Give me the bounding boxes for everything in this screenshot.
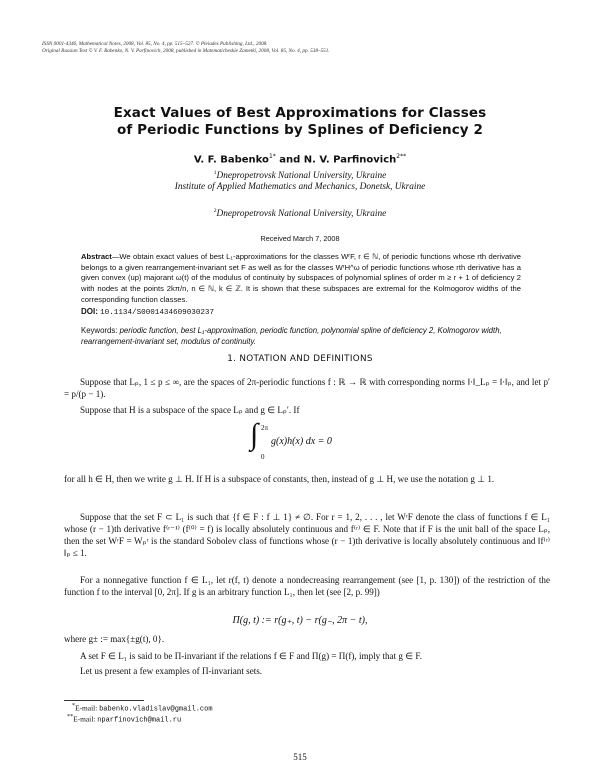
paragraph-6: where g± := max{±g(t), 0}. [64, 634, 165, 644]
author-1: V. F. Babenko [193, 154, 269, 166]
keywords [81, 325, 521, 347]
paper-title-line-1: Exact Values of Best Approximations for Classes [113, 105, 487, 121]
section-heading: 1. NOTATION AND DEFINITIONS [227, 354, 373, 364]
paragraph-5: For a nonnegative function f ∈ L₁, let r(f, t) denote a nondecreasing rearrangement (see [1, p. 130]) of the restriction of the function f to the interval [0, 2π]. If g is an arbitrary function L₁, then let (see [2, p. 99]) [64, 575, 550, 597]
keywords-text: periodic function, best L₁-approximation, periodic function, polynomial spline of deficiency 2, Kolmogorov width, rearrangement-invariant set, modulus of continuity. [81, 326, 502, 346]
integral-lower-limit: 0 [261, 453, 265, 461]
integral-upper-limit: 2π [261, 424, 269, 432]
footnote-2: **E-mail: nparfinovich@mail.ru [67, 714, 182, 725]
page-number: 515 [293, 752, 307, 762]
paragraph-1: Suppose that Lₚ, 1 ≤ p ≤ ∞, are the spaces of 2π-periodic functions f : ℝ → ℝ with corresponding norms ‖·‖_Lₚ = ‖·‖ₚ, and let p′ = p/(p − 1). [64, 377, 550, 399]
affiliation-1-line-1: $^1$Dnepropetrovsk National University, Ukraine [213, 170, 387, 182]
footnote-1: *E-mail: babenko.vladislav@gmail.com [72, 703, 213, 714]
integral-body: g(x)h(x) dx = 0 [271, 436, 332, 447]
paragraph-4: Suppose that the set F ⊂ L₁ is such that {f ∈ F : f ⊥ 1} ≠ ∅. For r = 1, 2, . . . , let WʳF denote the class of functions f ∈ L₁ whose (r − 1)th derivative f⁽ʳ⁻¹⁾ (f⁽⁰⁾ = f) is locally absolutely continuous and f⁽ʳ⁾ ∈ F. Note that if F is the unit ball of the space Lₚ, then the set WʳF = Wₚʳ is the standard Sobolev class of functions whose (r − 1)th derivative is locally absolutely continuous and ‖f⁽ʳ⁾‖ₚ ≤ 1. [64, 512, 550, 558]
keywords-label: Keywords: [81, 326, 118, 335]
abstract-label: Abstract [81, 252, 112, 261]
paragraph-8: Let us present a few examples of Π-invariant sets. [80, 666, 263, 676]
author-2-marker: 2** [396, 153, 407, 160]
integral-equation [244, 418, 384, 466]
affiliation-2-marker: 2 [213, 208, 217, 214]
abstract [81, 252, 521, 306]
paper-title-line-2: of Periodic Functions by Splines of Deficiency 2 [116, 122, 484, 138]
paragraph-3: for all h ∈ H, then we write g ⊥ H. If H is a subspace of constants, then, instead of g ⊥ H, we use the notation g ⊥ 1. [64, 474, 495, 484]
abstract-text: —We obtain exact values of best L₁-approximations for the classes WʳF, r ∈ ℕ, of periodic functions whose rth derivative belongs to a given rearrangement-invariant set F as well as for the classes WʳH^ω of periodic functions whose rth derivative has a given convex (up) majorant ω(t) of the modulus of continuity by subspaces of polynomial splines of order m ≥ r + 1 of deficiency 2 with nodes at the points 2kπ/n, n ∈ ℕ, k ∈ ℤ. It is shown that these subspaces are extremal for the Kolmogorov widths of the corresponding function classes. [81, 252, 521, 304]
received-date: Received March 7, 2008 [260, 234, 340, 243]
journal-header-line-2: Original Russian Text © V. F. Babenko, N. V. Parfinovich, 2008, published in Matematicheskie Zametki, 2008, Vol. 85, No. 4, pp. 538–551. [42, 48, 330, 54]
author-conjunction: and [279, 154, 301, 166]
email-link-2[interactable]: nparfinovich@mail.ru [97, 716, 182, 725]
email-link-1[interactable]: babenko.vladislav@gmail.com [99, 705, 213, 714]
author-1-marker: 1* [268, 153, 276, 160]
author-2: N. V. Parfinovich [303, 154, 397, 166]
doi-label: DOI: [81, 307, 98, 316]
affiliation-1-line-2: Institute of Applied Mathematics and Mechanics, Donetsk, Ukraine [174, 182, 426, 192]
paragraph-2: Suppose that H is a subspace of the space Lₚ and g ∈ Lₚ′. If [80, 405, 300, 415]
pi-definition-equation: Π(g, t) := r(g₊, t) − r(g₋, 2π − t), [232, 615, 368, 626]
affiliation-1-marker: 1 [213, 170, 217, 176]
affiliation-2: $^2$Dnepropetrovsk National University, Ukraine [213, 208, 387, 220]
author-list [0, 153, 600, 165]
paragraph-7: A set F ∈ L₁ is said to be Π-invariant if the relations f ∈ F and Π(g) = Π(f), imply that g ∈ F. [80, 651, 422, 661]
doi-link[interactable]: 10.1134/S0001434609030237 [100, 309, 215, 317]
footnote-rule [64, 700, 144, 701]
doi [81, 307, 214, 317]
journal-header-line-1: ISSN 0001-4346, Mathematical Notes, 2008, Vol. 85, No. 4, pp. 515–527. © Pleiades Publishing, Ltd., 2008. [42, 41, 268, 47]
integral-sign: ∫ [250, 418, 259, 451]
